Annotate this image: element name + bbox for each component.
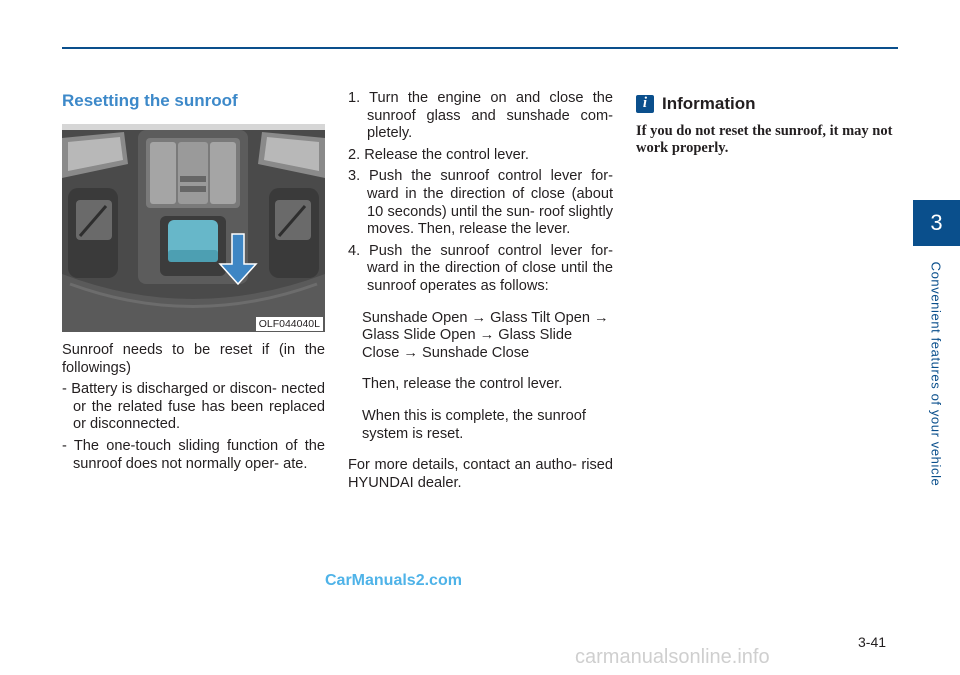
condition-item: - Battery is discharged or discon- nected or the related fuse has been replaced or disconnected. bbox=[62, 381, 325, 433]
overhead-console-illustration bbox=[62, 124, 325, 332]
chapter-tab bbox=[913, 200, 960, 246]
info-title: Information bbox=[662, 94, 756, 114]
info-header bbox=[636, 93, 901, 115]
info-column bbox=[636, 93, 901, 157]
page-number: 3-41 bbox=[858, 634, 887, 650]
left-column bbox=[62, 90, 325, 473]
watermark-link[interactable]: CarManuals2.com bbox=[325, 572, 462, 589]
middle-column bbox=[348, 90, 613, 492]
info-text: If you do not reset the sunroof, it may not work properly. bbox=[636, 123, 893, 156]
step-item: 2. Release the control lever. bbox=[348, 146, 529, 163]
release-note: Then, release the control lever. bbox=[362, 376, 563, 393]
section-title: Resetting the sunroof bbox=[62, 91, 238, 110]
operation-sequence: Sunshade Open → Glass Tilt Open → Glass Slide Open → Glass Slide Close → Sunshade Close bbox=[362, 309, 609, 361]
step-item: 4. Push the sunroof control lever for- ward in the direction of close until the sunroof operates as follows: bbox=[348, 242, 613, 294]
watermark-footer: carmanualsonline.info bbox=[575, 646, 770, 668]
top-rule bbox=[62, 47, 898, 49]
dealer-contact: For more details, contact an autho- rised HYUNDAI dealer. bbox=[348, 457, 613, 491]
chapter-label: Convenient features of your vehicle bbox=[928, 261, 944, 487]
chapter-number: 3 bbox=[930, 210, 943, 235]
image-code: OLF044040L bbox=[256, 317, 323, 331]
step-item: 3. Push the sunroof control lever for- ward in the direction of close (about 10 seconds) until the sun- roof slightly moves. Then, release the lever. bbox=[348, 168, 613, 238]
step-item: 1. Turn the engine on and close the sunroof glass and sunshade com- pletely. bbox=[348, 90, 613, 142]
condition-item: - The one-touch sliding function of the sunroof does not normally oper- ate. bbox=[62, 437, 325, 472]
info-icon: i bbox=[636, 95, 654, 113]
reset-intro: Sunroof needs to be reset if (in the followings) bbox=[62, 342, 325, 376]
complete-note: When this is complete, the sunroof system is reset. bbox=[362, 407, 586, 442]
sunroof-control-photo bbox=[62, 124, 325, 332]
